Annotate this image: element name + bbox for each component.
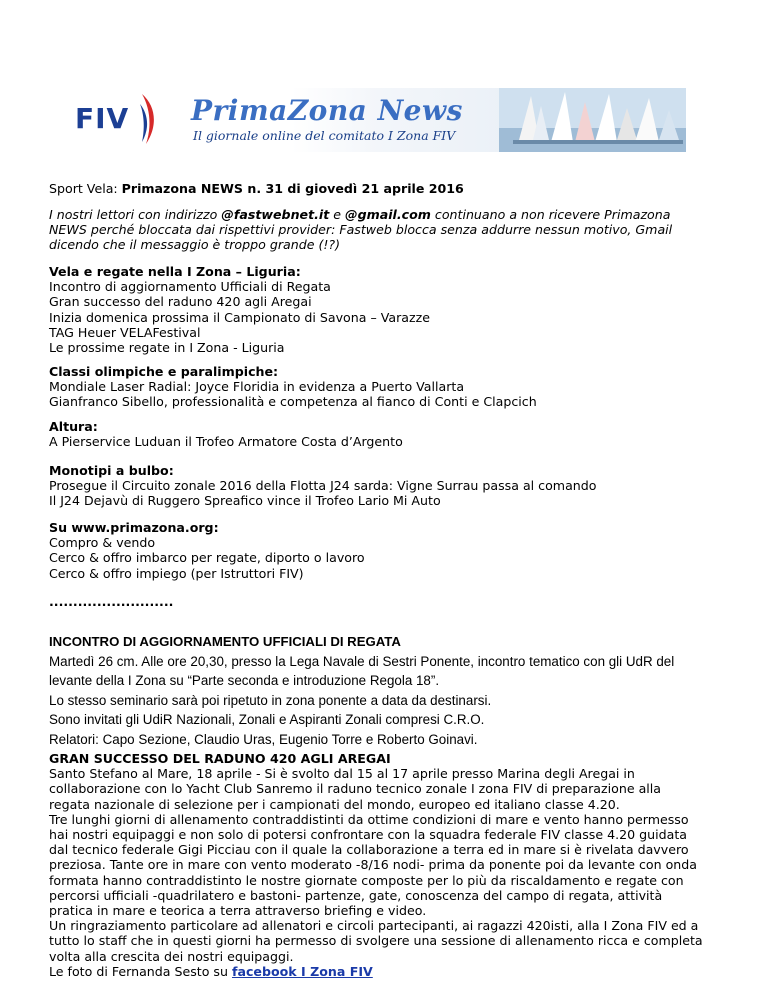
list-item: Il J24 Dejavù di Ruggero Spreafico vince il Trofeo Lario Mi Auto	[49, 493, 441, 509]
article-line: volta alla crescita dei nostri equipaggi.	[49, 948, 294, 964]
list-item: Le prossime regate in I Zona - Liguria	[49, 340, 285, 356]
facebook-link[interactable]: facebook I Zona FIV	[231, 963, 373, 979]
section-classi-olimpiche	[49, 364, 537, 410]
section-heading: Su www.primazona.org:	[49, 520, 219, 535]
email-domain-gmail: @gmail.com	[345, 207, 431, 222]
sailboats-photo	[499, 88, 686, 152]
list-item: Gianfranco Sibello, professionalità e competenza al fianco di Conti e Clapcich	[49, 394, 537, 410]
list-item: Gran successo del raduno 420 agli Aregai	[49, 294, 312, 310]
section-heading: Classi olimpiche e paralimpiche:	[49, 364, 279, 379]
article-raduno-420	[49, 751, 703, 979]
article-line: preziosa. Tante ore in mare con vento moderato -8/16 nodi- prima da ponente poi da levante con onda	[49, 857, 697, 873]
list-item: Incontro di aggiornamento Ufficiali di Regata	[49, 279, 331, 295]
list-item: TAG Heuer VELAFestival	[49, 324, 201, 340]
list-item: Prosegue il Circuito zonale 2016 della Flotta J24 sarda: Vigne Surrau passa al comando	[49, 478, 597, 494]
separator: ..........................	[49, 594, 174, 609]
article-line: Martedì 26 cm. Alle ore 20,30, presso la Lega Navale di Sestri Ponente, incontro tematico con gli UdR del	[49, 653, 675, 669]
article-heading: INCONTRO DI AGGIORNAMENTO UFFICIALI DI REGATA	[49, 634, 401, 649]
list-item: A Pierservice Luduan il Trofeo Armatore Costa d’Argento	[49, 434, 403, 450]
list-item: Compro & vendo	[49, 535, 156, 551]
issue-headline	[49, 181, 464, 196]
article-line: percorsi ufficiali -quadrilatero e bastoni- partenze, gate, conoscenza del campo di regata, attività	[49, 887, 663, 903]
article-line: Santo Stefano al Mare, 18 aprile - Si è svolto dal 15 al 17 aprile presso Marina degli Aregai in	[49, 766, 635, 782]
article-line: Tre lunghi giorni di allenamento contraddistinti da ottime condizioni di mare e vento hanno permesso	[49, 811, 689, 827]
section-vela-liguria	[49, 264, 430, 355]
issue-title: Primazona NEWS n. 31 di giovedì 21 aprile 2016	[121, 181, 464, 196]
sail-logo-icon	[138, 92, 162, 148]
delivery-notice: I nostri lettori con indirizzo @fastwebnet.it e @gmail.com continuano a non ricevere Primazona NEWS perché bloccata dai rispettivi provider: Fastweb blocca senza addurre nessun motivo, Gmail dicendo che il messaggio è troppo grande (!?)	[49, 207, 673, 253]
section-heading: Altura:	[49, 419, 98, 434]
article-line: Un ringraziamento particolare ad allenatori e circoli partecipanti, ai ragazzi 420isti, alla I Zona FIV ed a	[49, 918, 699, 934]
article-line: pratica in mare e teorica a terra attraverso briefing e video.	[49, 903, 427, 919]
list-item: Inizia domenica prossima il Campionato di Savona – Varazze	[49, 309, 430, 325]
section-monotipi	[49, 463, 596, 509]
article-line: Lo stesso seminario sarà poi ripetuto in zona ponente a data da destinarsi.	[49, 692, 492, 708]
article-line: tutto lo staff che in questi giorni ha permesso di svolgere una sessione di allenamento ricca e completa	[49, 933, 703, 949]
newsletter-banner	[69, 88, 686, 152]
article-line: Relatori: Capo Sezione, Claudio Uras, Eugenio Torre e Roberto Goinavi.	[49, 731, 478, 747]
article-line: formata hanno contraddistinto le nostre giornate composte per lo più da riscaldamento e regate con	[49, 872, 684, 888]
banner-subtitle: Il giornale online del comitato I Zona FIV	[193, 128, 456, 143]
banner-title: PrimaZona News	[191, 94, 463, 127]
photo-credit: Le foto di Fernanda Sesto su facebook I Zona FIV	[49, 963, 373, 979]
article-line: collaborazione con lo Yacht Club Sanremo il raduno tecnico zonale I zona FIV di preparazione alla	[49, 781, 662, 797]
article-line: hai nostri equipaggi e non solo di potersi confrontare con la squadra federale FIV classe 4.20 guidata	[49, 827, 687, 843]
section-primazona-org	[49, 520, 365, 581]
list-item: Cerco & offro impiego (per Istruttori FIV)	[49, 565, 304, 581]
article-line: Sono invitati gli UdiR Nazionali, Zonali e Aspiranti Zonali compresi C.R.O.	[49, 712, 485, 728]
article-line: dal tecnico federale Gigi Picciau con il quale la collaborazione a terra ed in mare si è rivelata davvero	[49, 842, 689, 858]
fiv-logo: FIV	[75, 102, 130, 135]
article-heading: GRAN SUCCESSO DEL RADUNO 420 AGLI AREGAI	[49, 751, 391, 766]
section-heading: Monotipi a bulbo:	[49, 463, 174, 478]
section-heading: Vela e regate nella I Zona – Liguria:	[49, 264, 301, 279]
article-line: regata nazionale di selezione per i campionati del mondo, europeo ed italiano classe 4.20.	[49, 796, 620, 812]
article-line: levante della I Zona su “Parte seconda e introduzione Regola 18”.	[49, 673, 440, 689]
headline-prefix: Sport Vela:	[49, 181, 122, 196]
list-item: Mondiale Laser Radial: Joyce Floridia in evidenza a Puerto Vallarta	[49, 379, 465, 395]
section-altura	[49, 419, 403, 449]
email-domain-fastweb: @fastwebnet.it	[221, 207, 330, 222]
article-ufficiali-regata	[49, 632, 674, 750]
list-item: Cerco & offro imbarco per regate, diporto o lavoro	[49, 550, 365, 566]
